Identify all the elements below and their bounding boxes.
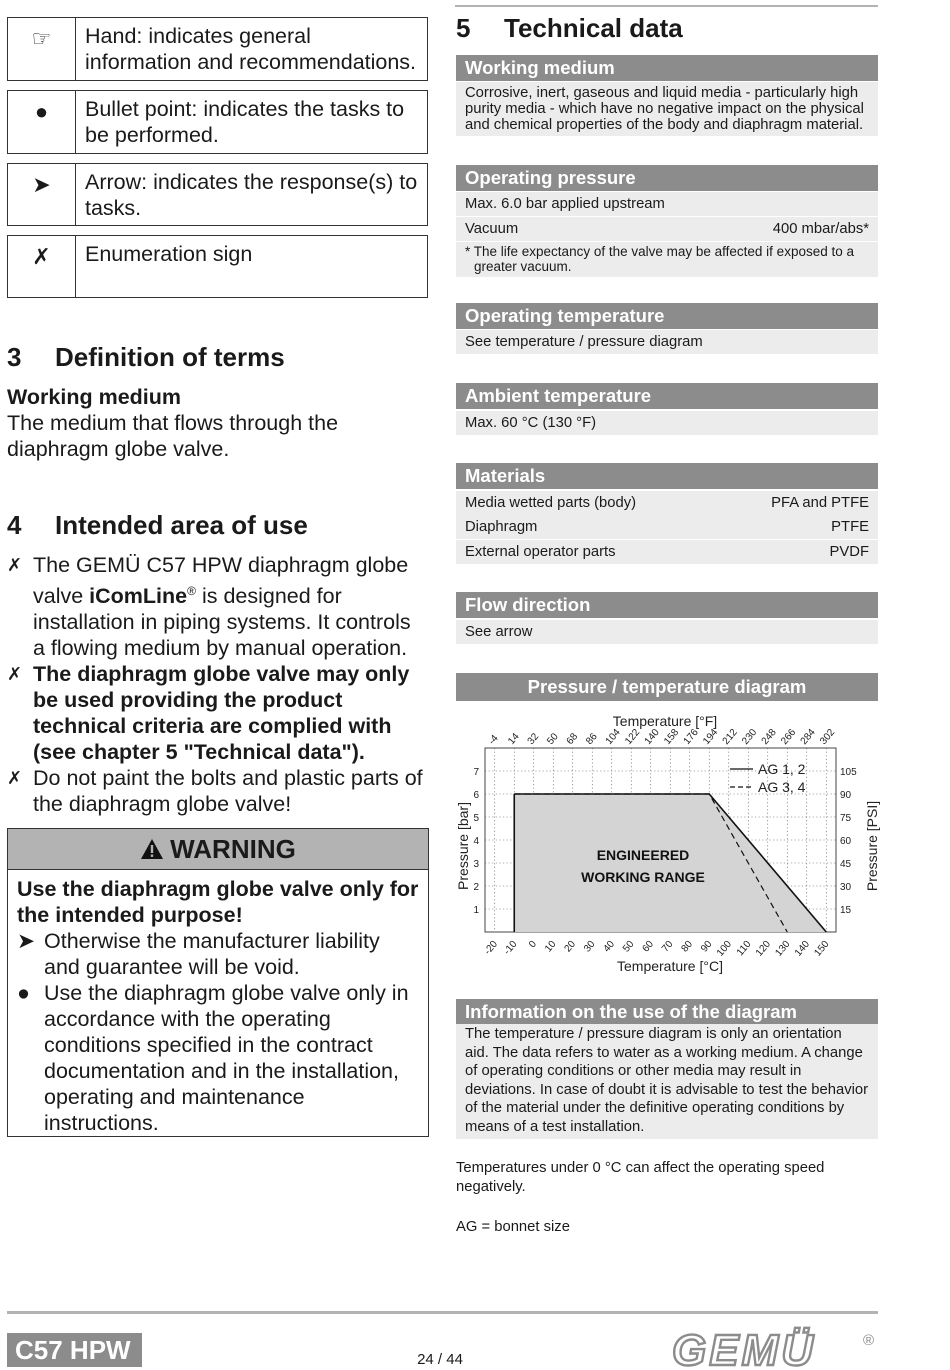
note-bonnet-size: AG = bonnet size <box>456 1219 570 1235</box>
vacuum-label: Vacuum <box>465 221 519 237</box>
x2-tick-label: 68 <box>564 731 581 747</box>
warning-consequence-text: Otherwise the manufacturer liability and guarantee will be void. <box>44 929 380 979</box>
x2-tick-label: -4 <box>486 733 501 747</box>
arrow-icon: ➤ <box>17 929 36 953</box>
materials-header: Materials <box>456 463 878 489</box>
logo-wordmark: GEMÜ <box>672 1326 816 1370</box>
x2-tick-label: 50 <box>545 731 561 747</box>
y2-tick-label: 30 <box>840 882 852 893</box>
arrow-icon: ➤ <box>8 164 76 225</box>
y-axis-title: Pressure [bar] <box>455 802 471 890</box>
operating-pressure-max: Max. 6.0 bar applied upstream <box>456 192 878 216</box>
x-tick-label: 10 <box>542 938 559 955</box>
y-tick-label: 7 <box>473 767 479 778</box>
working-medium-header: Working medium <box>456 55 878 81</box>
section-heading <box>456 13 683 44</box>
section-title: Technical data <box>504 13 683 43</box>
operating-temperature-text: See temperature / pressure diagram <box>456 330 878 354</box>
warning-lead: Use the diaphragm globe valve only for the intended purpose! <box>17 877 419 927</box>
x-tick-label: 30 <box>581 938 598 955</box>
y2-tick-label: 45 <box>840 859 852 870</box>
legend-label: AG 1, 2 <box>758 761 806 777</box>
material-value: PFA and PTFE <box>771 495 869 511</box>
region-label: WORKING RANGE <box>581 869 705 885</box>
x-tick-label: 150 <box>812 938 832 959</box>
y-tick-label: 3 <box>473 859 479 870</box>
material-label: Diaphragm <box>465 519 538 535</box>
x2-axis-title: Temperature [°F] <box>612 713 718 729</box>
y2-tick-label: 15 <box>840 905 852 916</box>
warning-title: WARNING <box>170 833 296 864</box>
working-medium-text: Corrosive, inert, gaseous and liquid media - particularly high purity media - which have no negative impact on the physical and chemical properties of the body and diaphragm material. <box>456 82 878 136</box>
x-tick-label: 70 <box>659 938 676 955</box>
legend-label: AG 3, 4 <box>758 779 806 795</box>
enumeration-sign-icon: ✗ <box>7 555 23 575</box>
page-number: 24 / 44 <box>417 1351 463 1368</box>
ambient-temperature-text: Max. 60 °C (130 °F) <box>456 411 878 435</box>
warning-box <box>7 828 429 1137</box>
x2-tick-label: 302 <box>818 727 838 747</box>
section-title: Definition of terms <box>55 342 285 372</box>
warning-task <box>17 980 420 1136</box>
pressure-temperature-chart <box>456 705 878 980</box>
flow-direction-text: See arrow <box>456 620 878 644</box>
list-item-text: is designed for installation in piping systems. It controls a flowing medium by manual operation. <box>33 584 411 661</box>
symbol-row-bullet <box>7 90 428 154</box>
x2-tick-label: 122 <box>623 727 643 747</box>
material-label: Media wetted parts (body) <box>465 495 637 511</box>
y-tick-label: 4 <box>473 836 479 847</box>
footnote-line: greater vacuum. <box>474 259 572 274</box>
x2-tick-label: 194 <box>701 727 721 747</box>
x2-tick-label: 176 <box>681 727 701 747</box>
warning-task-text: Use the diaphragm globe valve only in accordance with the operating conditions specified in the contract documentation and in the installation, operating and maintenance instructions. <box>44 981 409 1135</box>
list-item <box>7 552 427 661</box>
vacuum-value: 400 mbar/abs* <box>772 221 869 237</box>
bullet-point-icon: ● <box>8 91 76 153</box>
symbol-description: Bullet point: indicates the tasks to be performed. <box>85 97 405 147</box>
y-tick-label: 2 <box>473 882 479 893</box>
y-tick-label: 6 <box>473 790 479 801</box>
flow-direction-header: Flow direction <box>456 592 878 618</box>
x-tick-label: 80 <box>679 938 696 955</box>
bullet-point-icon: ● <box>17 981 30 1005</box>
x2-tick-label: 248 <box>759 727 779 747</box>
x-tick-label: -10 <box>501 938 520 958</box>
y2-tick-label: 90 <box>840 790 852 801</box>
x-tick-label: 100 <box>714 938 735 959</box>
x-tick-label: 130 <box>773 938 793 959</box>
logo-registered-mark: ® <box>863 1332 875 1349</box>
term-definition: The medium that flows through the diaphragm globe valve. <box>7 411 339 461</box>
material-value: PVDF <box>829 544 869 560</box>
vacuum-row <box>456 217 878 241</box>
materials-row <box>456 491 878 515</box>
section-heading <box>7 342 285 373</box>
ambient-temperature-header: Ambient temperature <box>456 383 878 409</box>
x-tick-label: 110 <box>734 938 754 959</box>
note-temperature: Temperatures under 0 °C can affect the operating speed negatively. <box>456 1160 825 1195</box>
symbol-description: Enumeration sign <box>85 242 253 266</box>
materials-row <box>456 540 878 564</box>
y-tick-label: 5 <box>473 813 479 824</box>
section-number: 4 <box>7 510 22 540</box>
x2-tick-label: 140 <box>642 727 662 747</box>
registered-mark: ® <box>187 584 196 598</box>
brand-name: iComLine <box>89 584 188 609</box>
x-tick-label: 90 <box>698 938 715 955</box>
enumeration-sign-icon: ✗ <box>8 236 76 297</box>
warning-triangle-icon <box>140 838 164 860</box>
material-label: External operator parts <box>465 544 616 560</box>
x-axis-title: Temperature [°C] <box>617 958 723 974</box>
x-tick-label: 120 <box>753 938 774 959</box>
x-tick-label: 40 <box>601 938 618 955</box>
symbol-row-arrow <box>7 163 428 226</box>
materials-row <box>456 515 878 539</box>
list-item-text: The diaphragm globe valve may only be used providing the product technical criteria are complied with (see chapter 5 "Technical data"). <box>33 662 410 765</box>
x2-tick-label: 104 <box>603 727 623 747</box>
usage-list <box>7 552 427 817</box>
x2-tick-label: 86 <box>584 731 600 747</box>
list-item <box>7 661 427 765</box>
section-heading <box>7 510 308 541</box>
diagram-info-text: The temperature / pressure diagram is only an orientation aid. The data refers to water as a working medium. A change of operating conditions or other media may result in deviations. In case of doubt it is advisable to test the behavior of the material under the definitive operating conditions by means of a test installation. <box>456 1024 878 1139</box>
symbol-description: Hand: indicates general information and recommendations. <box>85 24 417 74</box>
symbol-description: Arrow: indicates the response(s) to tasks. <box>85 170 418 220</box>
section-title: Intended area of use <box>55 510 308 540</box>
footer-rule <box>7 1311 878 1314</box>
y2-tick-label: 75 <box>840 813 852 824</box>
top-rule <box>455 5 878 7</box>
list-item <box>7 765 427 817</box>
enumeration-sign-icon: ✗ <box>7 768 23 789</box>
warning-header <box>8 829 428 870</box>
operating-temperature-header: Operating temperature <box>456 303 878 329</box>
section-number: 5 <box>456 13 471 43</box>
gemu-logo <box>670 1327 880 1369</box>
x2-tick-label: 32 <box>525 731 542 747</box>
enumeration-sign-icon: ✗ <box>7 664 23 685</box>
region-label: ENGINEERED <box>596 847 690 863</box>
x-tick-label: 0 <box>527 938 540 951</box>
x-tick-label: 140 <box>792 938 813 959</box>
diagram-info-header: Information on the use of the diagram <box>456 999 878 1025</box>
footnote-line: * The life expectancy of the valve may be affected if exposed to a <box>465 244 854 259</box>
x2-tick-label: 284 <box>798 727 818 747</box>
product-badge: C57 HPW <box>7 1333 142 1367</box>
material-value: PTFE <box>831 519 869 535</box>
x2-tick-label: 212 <box>720 727 740 747</box>
term-name: Working medium <box>7 385 182 409</box>
symbol-row-enumeration <box>7 235 428 298</box>
x2-tick-label: 158 <box>662 727 682 747</box>
x-tick-label: 60 <box>640 938 657 955</box>
x2-tick-label: 14 <box>506 731 522 747</box>
x2-tick-label: 230 <box>740 727 760 747</box>
x2-tick-label: 266 <box>779 727 799 747</box>
y2-axis-title: Pressure [PSI] <box>864 800 880 892</box>
operating-pressure-header: Operating pressure <box>456 165 878 191</box>
x-tick-label: -20 <box>482 938 501 958</box>
list-item-text: Do not paint the bolts and plastic parts of the diaphragm globe valve! <box>33 766 423 817</box>
pressure-footnote <box>456 242 878 277</box>
x-tick-label: 50 <box>620 938 637 955</box>
warning-consequence <box>17 928 420 980</box>
x-tick-label: 20 <box>562 938 579 955</box>
diagram-header: Pressure / temperature diagram <box>456 673 878 701</box>
y2-tick-label: 105 <box>840 767 857 778</box>
list-item-text: The GEMÜ C57 HPW diaphragm globe valve <box>33 553 409 609</box>
symbol-row-hand <box>7 17 428 81</box>
y-tick-label: 1 <box>473 905 479 916</box>
hand-pointing-icon: ☞ <box>8 18 76 80</box>
y2-tick-label: 60 <box>840 836 852 847</box>
section-number: 3 <box>7 342 22 372</box>
